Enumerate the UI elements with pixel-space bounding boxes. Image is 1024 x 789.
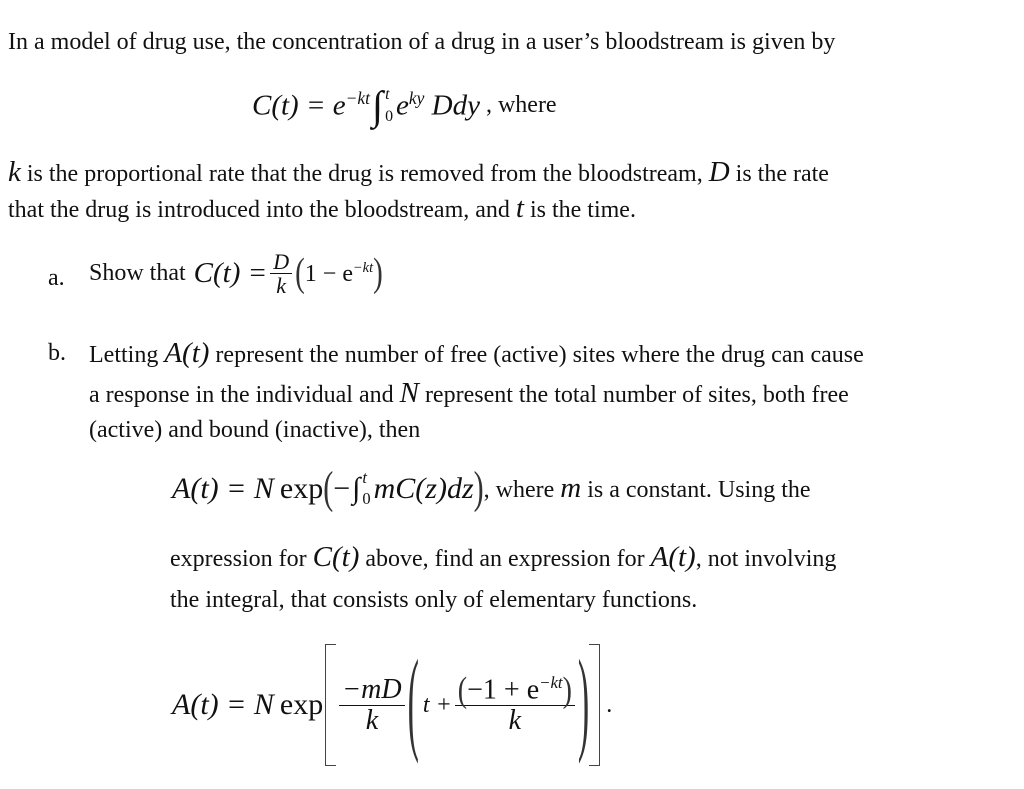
var-n: N: [399, 377, 419, 409]
integral-limits: [362, 470, 370, 507]
part-b-line-2: [89, 379, 849, 409]
md-over-k: [339, 675, 404, 735]
var-k: k: [8, 156, 21, 188]
numerator: −mD: [339, 675, 404, 705]
text: is the time.: [523, 197, 636, 223]
text: , not involving: [695, 546, 837, 572]
numerator: D: [270, 250, 292, 274]
exp: exp: [279, 471, 324, 505]
text: , where: [483, 477, 561, 503]
part-b-line-1: [89, 339, 864, 369]
integrand: mC(z)dz: [373, 471, 474, 505]
text: is a constant. Using the: [581, 477, 811, 503]
var-a: A(t): [650, 541, 696, 573]
text: is the rate: [729, 161, 829, 187]
integrand-exponent: ky: [408, 88, 425, 109]
period: .: [606, 691, 613, 718]
text: represent the total number of sites, both free: [418, 382, 849, 408]
where-text: , where: [485, 92, 557, 118]
inner: 1 − e: [304, 260, 353, 287]
inner-fraction: $\frac{(-1 + e^{-kt})}{k}$: [455, 674, 575, 735]
concentration-formula: [252, 82, 557, 129]
lower-limit: 0: [362, 488, 371, 508]
var-c: C(t): [312, 541, 360, 573]
denominator: k: [365, 704, 379, 736]
text: Letting: [89, 342, 165, 368]
text: represent the number of free (active) sites where the drug can cause: [209, 342, 864, 368]
exponent: −kt: [352, 259, 374, 276]
answer-lhs: A(t) = N: [172, 688, 274, 721]
intro-text: In a model of drug use, the concentration of a drug in a user’s bloodstream is given by: [8, 29, 836, 55]
d-over-k: [270, 250, 292, 297]
exponent: −kt: [539, 673, 563, 693]
exp: exp: [279, 688, 324, 721]
upper-limit: t: [362, 468, 367, 487]
answer-formula: [172, 640, 612, 770]
minus: −: [333, 471, 351, 505]
upper-limit: t: [385, 85, 390, 103]
formula-lhs: A(t) = N: [172, 471, 274, 505]
var-t: t: [515, 192, 524, 224]
integrand: e: [396, 89, 409, 122]
text: is the proportional rate that the drug is removed from the bloodstream,: [20, 161, 709, 187]
paren: (: [323, 463, 334, 513]
lower-limit: 0: [385, 107, 394, 125]
denominator: k: [276, 273, 287, 299]
var-m: m: [560, 472, 582, 504]
paren: (: [407, 640, 419, 767]
text: a response in the individual and: [89, 382, 400, 408]
text: above, find an expression for: [359, 546, 651, 572]
part-b-line-4: [170, 543, 836, 573]
text: that the drug is introduced into the bloodstream, and: [8, 197, 516, 223]
differential: Ddy: [431, 89, 480, 122]
part-a-label: a.: [48, 265, 65, 291]
paren: (: [295, 250, 305, 296]
right-bracket: [589, 644, 600, 766]
part-b-line-3: (active) and bound (inactive), then: [89, 417, 421, 443]
denominator: k: [508, 705, 522, 737]
numerator: −1 + e: [467, 674, 540, 706]
integral-sign: ∫: [352, 471, 361, 505]
part-a: [89, 250, 383, 297]
part-b-line-5: the integral, that consists only of elementary functions.: [170, 587, 698, 613]
show-that-text: Show that: [89, 260, 186, 287]
active-sites-formula: [172, 463, 811, 513]
part-b-label: b.: [48, 340, 66, 366]
formula-lhs: C(t) = e: [252, 89, 346, 122]
var-d: D: [708, 156, 730, 188]
definitions-line-1: [8, 158, 829, 188]
t-plus: t +: [422, 691, 452, 718]
left-bracket: [325, 644, 336, 766]
paren: ): [577, 640, 590, 767]
exponent: −kt: [345, 88, 370, 109]
integral-limits: [385, 87, 393, 125]
definitions-line-2: [8, 194, 636, 224]
text: expression for: [170, 546, 313, 572]
integral-sign: ∫: [371, 83, 384, 128]
part-a-lhs: C(t) =: [193, 257, 268, 290]
paren: ): [373, 250, 383, 296]
var-a: A(t): [164, 337, 210, 369]
paren: ): [473, 463, 484, 513]
